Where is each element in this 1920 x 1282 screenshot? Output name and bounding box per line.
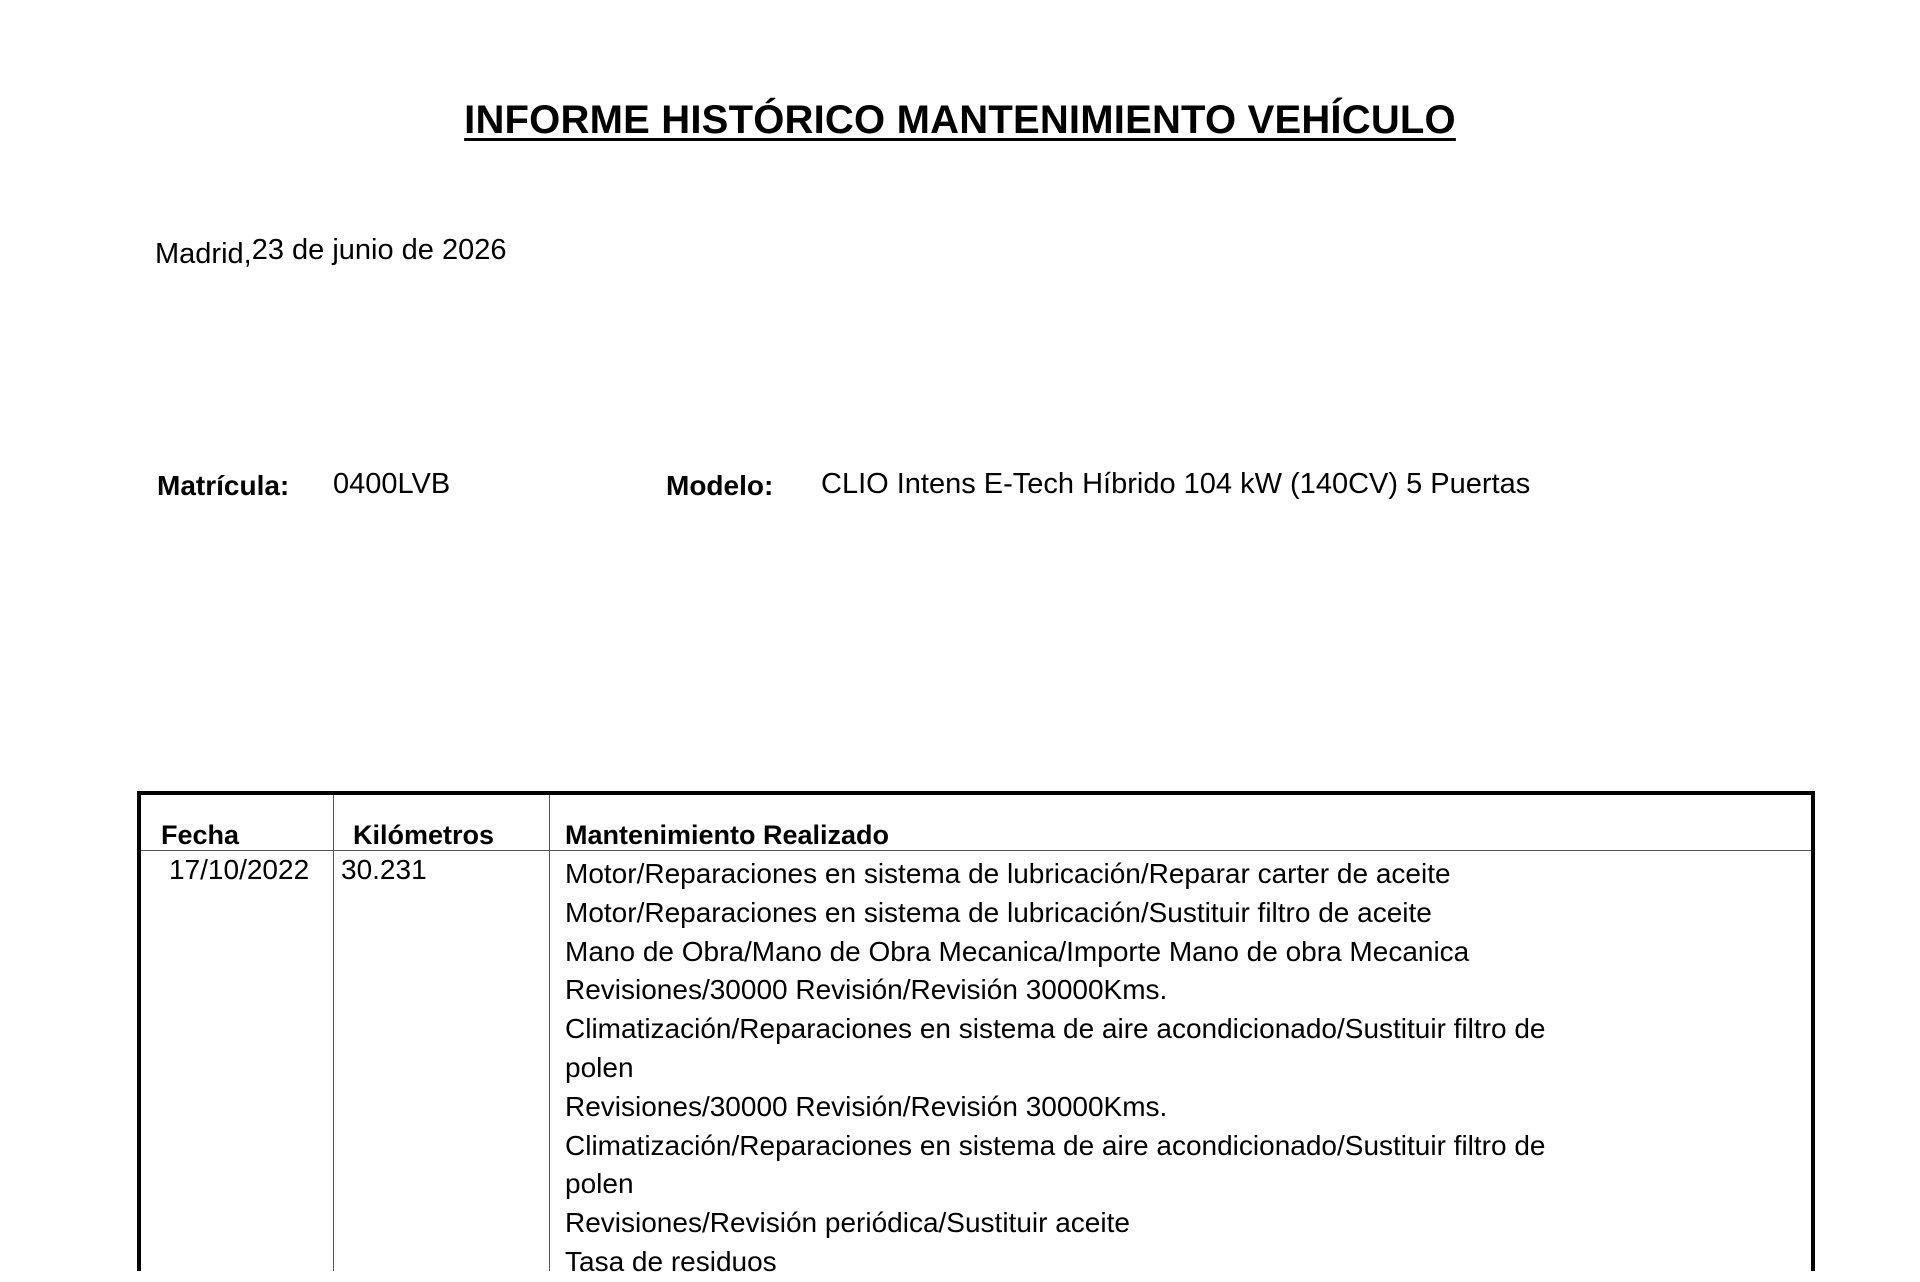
maintenance-table bbox=[137, 791, 1815, 1277]
maintenance-item: polen bbox=[565, 1051, 634, 1083]
plate-value: 0400LVB bbox=[333, 468, 451, 500]
maintenance-item: Climatización/Reparaciones en sistema de aire acondicionado/Sustituir filtro de bbox=[565, 1013, 1546, 1045]
column-divider bbox=[549, 795, 550, 1271]
plate-label: Matrícula: bbox=[157, 470, 290, 501]
report-date-line bbox=[155, 232, 507, 268]
model-value: CLIO Intens E-Tech Híbrido 104 kW (140CV) 5 Puertas bbox=[821, 468, 1531, 500]
maintenance-item: Tasa de residuos bbox=[565, 1245, 777, 1277]
report-place: Madrid, bbox=[155, 238, 252, 270]
header-mantenimiento: Mantenimiento Realizado bbox=[565, 820, 890, 850]
maintenance-item: Mano de Obra/Mano de Obra Mecanica/Importe Mano de obra Mecanica bbox=[565, 935, 1470, 967]
maintenance-item: Revisiones/30000 Revisión/Revisión 30000Kms. bbox=[565, 974, 1168, 1006]
report-date: 23 de junio de 2026 bbox=[251, 234, 507, 266]
maintenance-item: Revisiones/30000 Revisión/Revisión 30000Kms. bbox=[565, 1090, 1168, 1122]
column-divider bbox=[333, 795, 334, 1271]
model-label: Modelo: bbox=[666, 470, 774, 501]
maintenance-item: Motor/Reparaciones en sistema de lubricación/Sustituir filtro de aceite bbox=[565, 896, 1432, 928]
report-title: INFORME HISTÓRICO MANTENIMIENTO VEHÍCULO bbox=[464, 98, 1456, 142]
maintenance-item: Revisiones/Revisión periódica/Sustituir aceite bbox=[565, 1207, 1130, 1239]
maintenance-item: Climatización/Reparaciones en sistema de aire acondicionado/Sustituir filtro de bbox=[565, 1129, 1546, 1161]
header-fecha: Fecha bbox=[161, 820, 240, 850]
header-kilometros: Kilómetros bbox=[353, 820, 495, 850]
row-date: 17/10/2022 bbox=[169, 854, 310, 885]
maintenance-list bbox=[565, 855, 1605, 1282]
maintenance-item: Motor/Reparaciones en sistema de lubricación/Reparar carter de aceite bbox=[565, 858, 1451, 889]
maintenance-item: polen bbox=[565, 1168, 634, 1200]
row-km: 30.231 bbox=[341, 854, 427, 885]
